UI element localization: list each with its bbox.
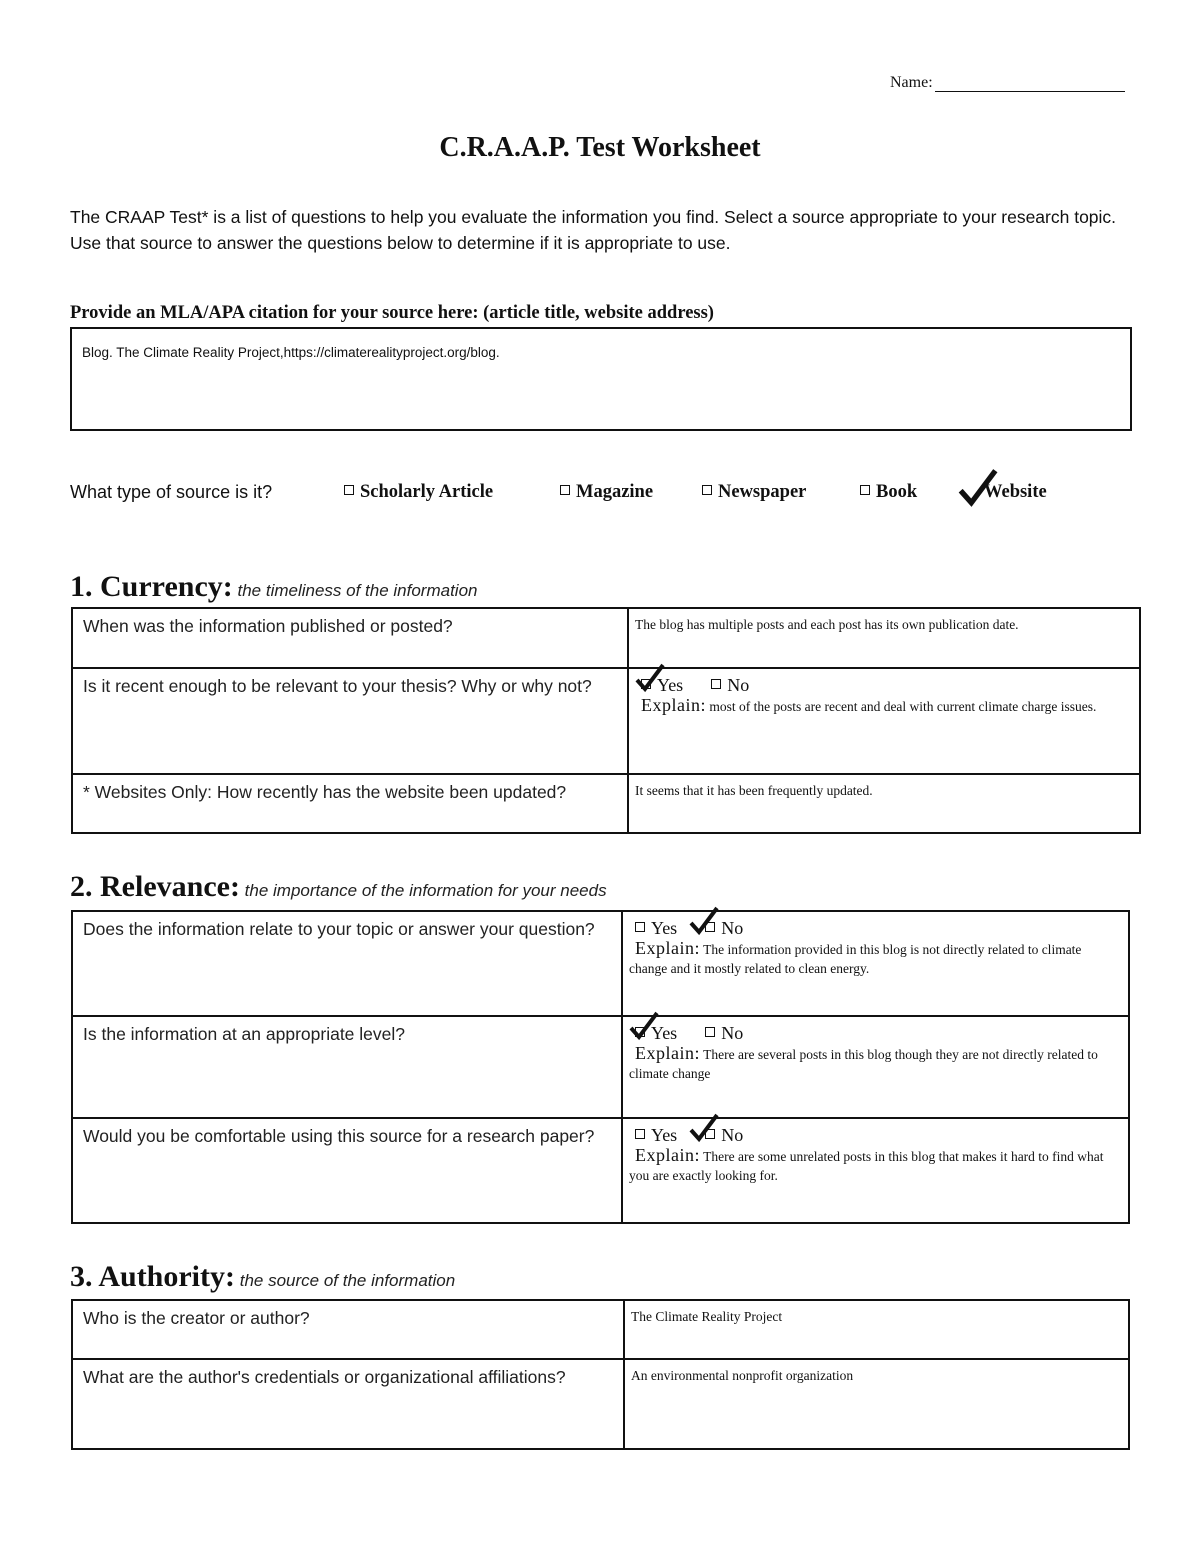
name-line[interactable] — [935, 75, 1125, 92]
question-text: What are the author's credentials or organizational affiliations? — [83, 1367, 566, 1387]
explain-label: Explain: — [635, 938, 700, 958]
checkbox-icon[interactable] — [860, 485, 870, 495]
checkbox-icon[interactable] — [711, 679, 721, 689]
option-book[interactable]: Book — [860, 482, 917, 503]
section-subtitle: the importance of the information for your needs — [244, 881, 607, 900]
answer-text[interactable]: It seems that it has been frequently updated. — [635, 783, 873, 798]
checkmark-icon — [635, 663, 665, 693]
checkmark-icon — [956, 468, 1000, 508]
question-text: Who is the creator or author? — [83, 1308, 310, 1328]
option-website[interactable]: Website — [984, 482, 1047, 502]
explain-label: Explain: — [641, 695, 706, 715]
table-row — [72, 1359, 1129, 1449]
table-row — [72, 1300, 1129, 1359]
option-magazine[interactable]: Magazine — [560, 482, 653, 503]
table-row — [72, 911, 1129, 1016]
section-number: 1. Currency: — [70, 570, 233, 603]
answer-text[interactable]: The Climate Reality Project — [631, 1309, 783, 1324]
answer-cell[interactable] — [628, 668, 1140, 774]
answer-cell[interactable] — [622, 911, 1129, 1016]
question-text: When was the information published or posted? — [83, 616, 453, 636]
answer-cell[interactable] — [622, 1118, 1129, 1223]
checkbox-icon[interactable] — [702, 485, 712, 495]
citation-label: Provide an MLA/APA citation for your source here: (article title, website address) — [70, 303, 714, 323]
name-field[interactable] — [890, 74, 1125, 92]
section-number: 2. Relevance: — [70, 870, 240, 903]
checkbox-icon[interactable] — [635, 922, 645, 932]
checkbox-icon[interactable] — [705, 1027, 715, 1037]
section-number: 3. Authority: — [70, 1260, 235, 1293]
checkbox-icon[interactable] — [635, 1129, 645, 1139]
section-heading — [70, 570, 478, 604]
checkmark-icon — [689, 1113, 719, 1143]
question-cell — [72, 911, 622, 1016]
answer-text[interactable]: There are some unrelated posts in this blog that makes it hard to find what you are exactly looking for. — [629, 1149, 1104, 1183]
yes-option[interactable]: Yes — [635, 1023, 691, 1043]
page-title: C.R.A.A.P. Test Worksheet — [439, 132, 761, 163]
checkmark-icon — [629, 1011, 659, 1041]
answer-text[interactable]: The information provided in this blog is not directly related to climate change and it mostly related to clean energy. — [629, 942, 1082, 976]
section-subtitle: the timeliness of the information — [237, 581, 478, 600]
section-heading — [70, 1260, 455, 1294]
table-row — [72, 1118, 1129, 1223]
name-label: Name: — [890, 74, 933, 91]
answer-text[interactable]: The blog has multiple posts and each post has its own publication date. — [635, 617, 1019, 632]
answer-text[interactable]: most of the posts are recent and deal with current climate charge issues. — [709, 699, 1097, 714]
section-heading — [70, 870, 607, 904]
question-text: Is it recent enough to be relevant to your thesis? Why or why not? — [83, 676, 592, 696]
no-option[interactable]: No — [705, 1023, 757, 1043]
question-cell — [72, 1300, 624, 1359]
checkbox-icon[interactable] — [344, 485, 354, 495]
question-cell — [72, 1359, 624, 1449]
section-table — [71, 910, 1130, 1224]
section-table — [71, 1299, 1130, 1450]
question-cell — [72, 774, 628, 833]
question-text: Is the information at an appropriate level? — [83, 1024, 405, 1044]
explain-label: Explain: — [635, 1043, 700, 1063]
answer-cell[interactable] — [624, 1300, 1129, 1359]
table-row — [72, 668, 1140, 774]
source-type-row — [70, 482, 1170, 512]
table-row — [72, 1016, 1129, 1118]
question-text: Would you be comfortable using this source for a research paper? — [83, 1126, 595, 1146]
question-text: Does the information relate to your topic or answer your question? — [83, 919, 595, 939]
section-table — [71, 607, 1141, 834]
checkbox-icon[interactable] — [560, 485, 570, 495]
yes-option[interactable]: Yes — [635, 918, 691, 938]
yes-option[interactable]: Yes — [635, 1125, 691, 1145]
checkmark-icon — [689, 906, 719, 936]
answer-text[interactable]: An environmental nonprofit organization — [631, 1368, 854, 1383]
source-type-question: What type of source is it? — [70, 482, 273, 502]
no-option[interactable]: No — [705, 1125, 757, 1145]
citation-box[interactable] — [70, 327, 1132, 431]
citation-value: Blog. The Climate Reality Project,https://climaterealityproject.org/blog. — [82, 345, 500, 360]
question-cell — [72, 668, 628, 774]
section-subtitle: the source of the information — [239, 1271, 456, 1290]
answer-cell[interactable] — [624, 1359, 1129, 1449]
no-option[interactable]: No — [705, 918, 757, 938]
answer-text[interactable]: There are several posts in this blog though they are not directly related to climate change — [629, 1047, 1098, 1081]
no-option[interactable]: No — [711, 675, 763, 695]
intro-text: The CRAAP Test* is a list of questions to help you evaluate the information you find. Select a source appropriate to your research topic. Use that source to answer the questions below to determine if it is appropriate to use. — [70, 207, 1117, 253]
question-text: * Websites Only: How recently has the website been updated? — [83, 782, 567, 802]
yes-option[interactable]: Yes — [641, 675, 697, 695]
question-cell — [72, 1118, 622, 1223]
table-row — [72, 774, 1140, 833]
table-row — [72, 608, 1140, 668]
option-newspaper[interactable]: Newspaper — [702, 482, 806, 503]
question-cell — [72, 608, 628, 668]
explain-label: Explain: — [635, 1145, 700, 1165]
answer-cell[interactable] — [628, 608, 1140, 668]
option-scholarly-article[interactable]: Scholarly Article — [344, 482, 493, 503]
question-cell — [72, 1016, 622, 1118]
answer-cell[interactable] — [622, 1016, 1129, 1118]
answer-cell[interactable] — [628, 774, 1140, 833]
